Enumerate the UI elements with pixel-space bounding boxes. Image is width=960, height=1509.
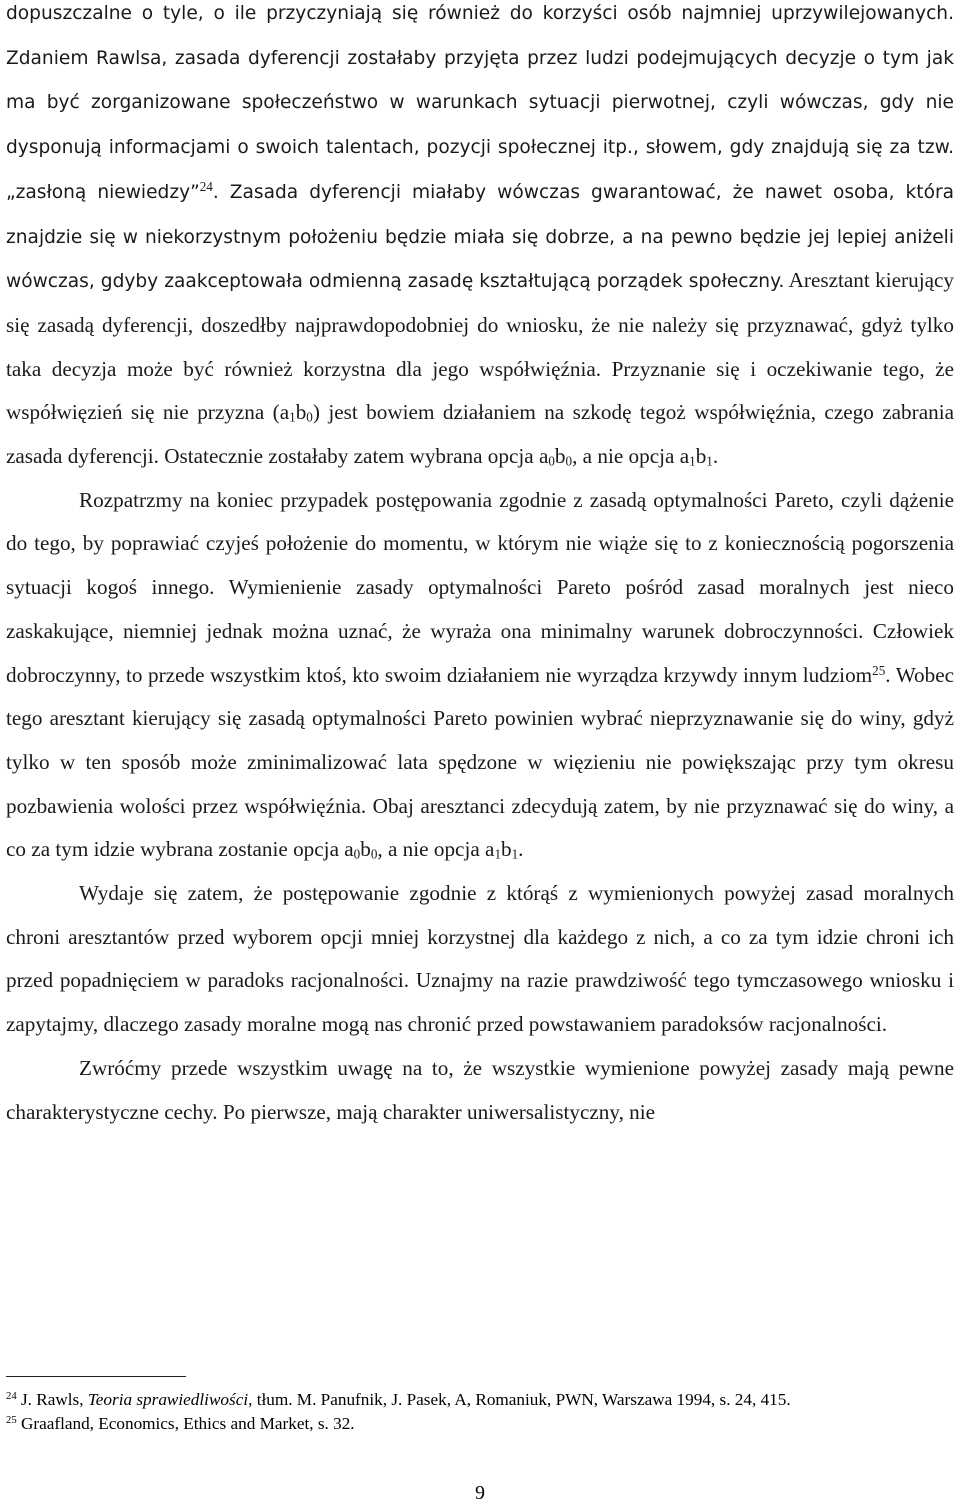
paragraph-2-text: Rozpatrzmy na koniec przypadek postępowania zgodnie z zasadą optymalności Pareto, czyli dążenie do tego, by poprawiać czyjeś położenie do momentu, w którym nie wiąże się to z koniecznością pogorszenia sytuacji kogoś innego. Wymienienie zasady optymalności Pareto pośród zasad moralnych jest nieco zaskakujące, niemniej jednak można uznać, że wyraża ona minimalny warunek dobroczynności. Człowiek dobroczynny, to przede wszystkim ktoś, kto swoim działaniem nie wyrządza krzywdy innym ludziom <box>6 487 954 687</box>
paragraph-1-sans-text: dopuszczalne o tyle, o ile przyczyniają się również do korzyści osób najmniej uprzywilejowanych. Zdaniem Rawlsa, zasada dyferencji zostałaby przyjęta przez ludzi podejmujących decyzje o tym jak ma być zorganizowane społeczeństwo w warunkach sytuacji pierwotnej, czyli wówczas, gdy nie dysponują informacjami o swoich talentach, pozycji społecznej itp., słowem, gdy znajdują się za tzw. „zasłoną niewiedzy” <box>6 3 954 203</box>
subscript: 0 <box>370 846 378 862</box>
paragraph-1 <box>6 0 954 479</box>
subscript: 1 <box>511 846 519 862</box>
footnote-ref-25: 25 <box>872 662 886 678</box>
text-run: b <box>501 837 512 862</box>
paragraph-4: Zwróćmy przede wszystkim uwagę na to, że wszystkie wymienione powyżej zasady mają pewne charakterystyczne cechy. Po pierwsze, mają charakter uniwersalistyczny, nie <box>6 1055 954 1124</box>
text-run: . <box>712 444 719 469</box>
subscript: 0 <box>548 453 555 469</box>
footnote-ref-24: 24 <box>199 178 213 194</box>
footnote-separator <box>6 1376 186 1377</box>
subscript: 1 <box>689 453 696 469</box>
footnote-text-cont: , tłum. M. Panufnik, J. Pasek, A, Romaniuk, PWN, Warszawa 1994, s. 24, 415. <box>248 1390 791 1409</box>
paragraph-3: Wydaje się zatem, że postępowanie zgodnie z którąś z wymienionych powyżej zasad moralnych chroni aresztantów przed wyborem opcji mniej korzystnej dla każdego z nich, a co za tym idzie chroni ich przed popadnięciem w paradoks racjonalności. Uznajmy na razie prawdziwość tego tymczasowego wniosku i zapytajmy, dlaczego zasady moralne mogą nas chronić przed powstawaniem paradoksów racjonalności. <box>6 881 954 1037</box>
paragraph-2 <box>6 479 954 872</box>
footnote-text: J. Rawls, <box>20 1390 88 1409</box>
subscript: 0 <box>353 846 361 862</box>
footnotes <box>6 1388 954 1436</box>
text-run: b <box>695 444 707 469</box>
paragraph-2-text-cont: . Wobec tego aresztant kierujący się zasadą optymalności Pareto powinien wybrać nieprzyznawanie się do winy, gdyż tylko w ten sposób może zminimalizować lata spędzone w więzieniu nie powiększając przy tym okresu pozbawienia wolości przez współwięźnia. Obaj aresztanci zdecydują zatem, by nie przyznawać się do winy, a co za tym idzie wybrana zostanie opcja a <box>6 662 955 862</box>
paragraph-1-serif-text: Aresztant kierujący się zasadą dyferencji, doszedłby najprawdopodobniej do wniosku, że nie należy się przyznawać, gdyż tylko taka decyzja może być również korzystna dla jego współwięźnia. Przyznanie się i oczekiwanie tego, że współwięzień się nie przyzna (a <box>6 268 954 425</box>
footnote-text: Graafland, Economics, Ethics and Market, s. 32. <box>20 1414 355 1433</box>
paragraph-1-sans-tail: . Zasada dyferencji miałaby wówczas gwarantować, że nawet osoba, która znajdzie się w niekorzystnym położeniu będzie miała się dobrze, a na pewno będzie jej lepiej aniżeli wówczas, gdyby zaakceptowała odmienną zasadę kształtującą porządek społeczny. <box>6 181 955 293</box>
footnote-number: 25 <box>6 1415 17 1427</box>
footnote-title: Teoria sprawiedliwości <box>87 1390 249 1409</box>
text-run: . <box>518 837 524 862</box>
footnote-24 <box>6 1388 954 1412</box>
text-run: , a nie opcja a <box>572 444 690 469</box>
subscript: 1 <box>706 453 713 469</box>
subscript: 1 <box>494 846 502 862</box>
text-run: b <box>295 400 307 425</box>
footnote-25 <box>6 1412 954 1436</box>
text-run: ) jest bowiem działaniem na szkodę tegoż współwięźnia, czego zabrania zasada dyferencji. Ostatecznie zostałaby zatem wybrana opcja a <box>6 400 954 469</box>
footnote-number: 24 <box>6 1391 17 1403</box>
page-number: 9 <box>475 1482 485 1504</box>
text-run: , a nie opcja a <box>377 837 495 862</box>
subscript: 0 <box>306 409 313 425</box>
subscript: 1 <box>289 409 296 425</box>
text-run: b <box>360 837 371 862</box>
text-run: b <box>554 444 566 469</box>
subscript: 0 <box>565 453 573 469</box>
